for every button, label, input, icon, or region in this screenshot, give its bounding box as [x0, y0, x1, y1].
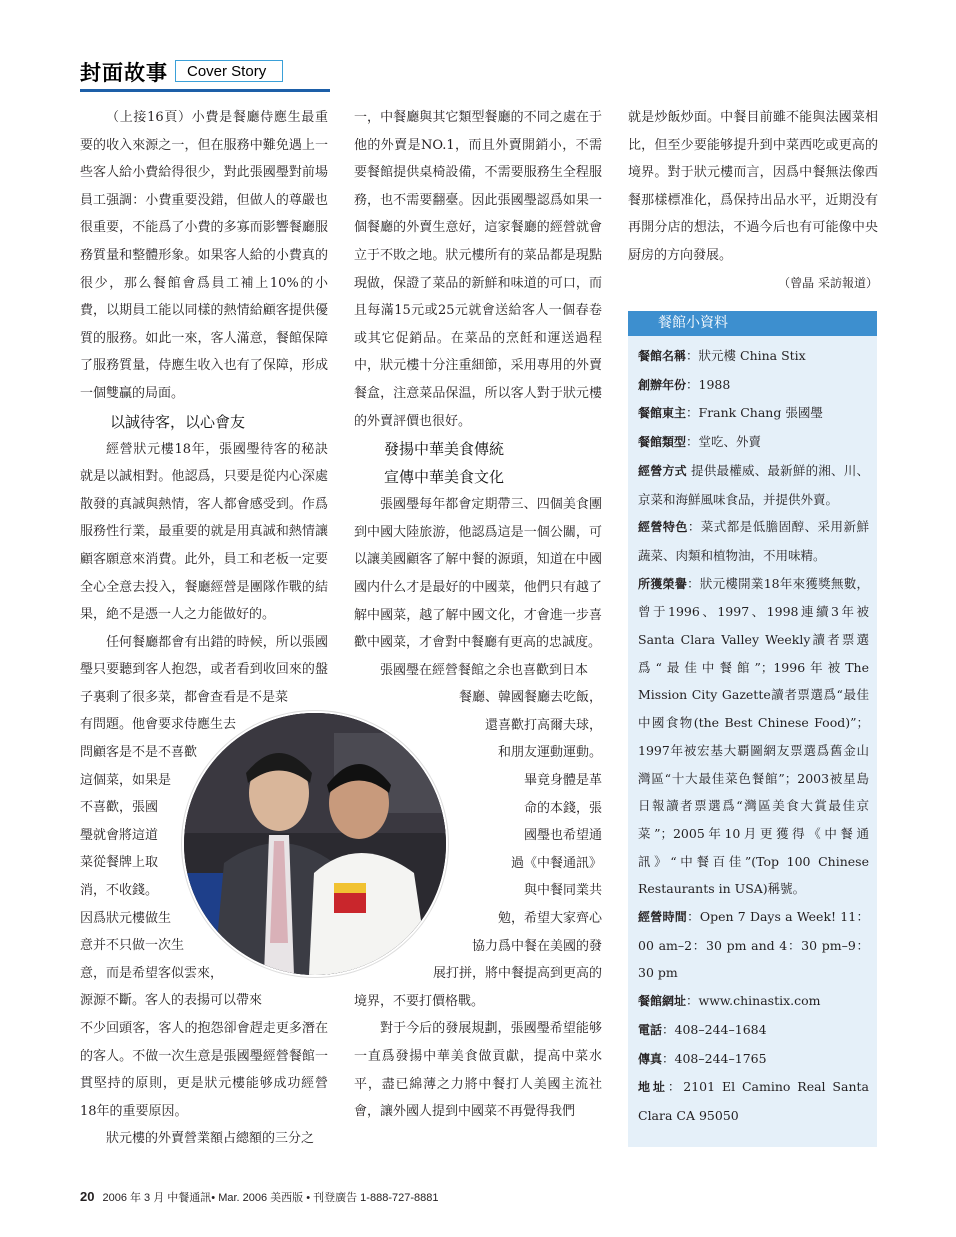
wrapped-line: 命的本錢，張: [523, 800, 602, 816]
info-item: 創辦年份：1988: [638, 376, 731, 392]
paragraph: 境界，不要打價格戰。: [354, 993, 485, 1009]
wrapped-line: 有問題。他會要求侍應生去: [80, 717, 237, 733]
info-item: 餐館名稱：狀元樓 China Stix: [638, 348, 806, 363]
footer-text: 2006 年 3 月 中餐通訊• Mar. 2006 美西版 • 刊登廣告 1-888-727-8881: [102, 1192, 439, 1204]
wrapped-line: 璺就會將這道: [80, 827, 159, 843]
info-label: 創辦年份: [638, 377, 687, 392]
info-item: 經營時間：Open 7 Days a Week! 11：00 am–2：30 pm and 4：30 pm–9：30 pm: [638, 909, 869, 981]
info-label: 經營時間: [638, 910, 688, 925]
info-item: 餐館東主：Frank Chang 張國璺: [638, 405, 823, 421]
info-label: 電話: [638, 1022, 663, 1037]
info-item: 傳真：408–244–1765: [638, 1050, 767, 1066]
wrapped-line: 勉，希望大家齊心: [497, 911, 602, 927]
info-label: 所獲榮譽: [638, 576, 688, 591]
info-label: 餐館網址: [638, 994, 687, 1009]
paragraph: 對于今后的發展規劃，張國璺希望能够一直爲發揚中華美食做貢獻，提高中菜水平，盡已綿薄之力將中餐打人美國主流社會，讓外國人提到中國菜不再覺得我們: [354, 1021, 602, 1120]
subheading: 發揚中華美食傳統: [384, 440, 505, 459]
info-label: 餐館東主: [638, 406, 687, 421]
subheading: 宣傳中華美食文化: [384, 468, 505, 487]
info-item: 地址：2101 El Camino Real Santa Clara CA 95050: [638, 1079, 869, 1123]
paragraph: 任何餐廳都會有出錯的時候，所以張國璺只要聽到客人抱怨，或者看到收回來的盤子裏剩了很多菜，都會查看是不是菜: [80, 634, 328, 705]
info-item: 餐館網址：www.chinastix.com: [638, 993, 821, 1009]
info-label: 餐館名稱: [638, 349, 687, 363]
info-value: 408–244–1684: [674, 1021, 767, 1037]
wrapped-line: 與中餐同業共: [523, 883, 602, 899]
paragraph: （上接16頁）小費是餐廳侍應生最重要的收入來源之一，但在服務中難免遇上一些客人給小費給得很少，對此張國璺對前場員工强調：小費重要没錯，但做人的尊嚴也很重要，不能爲了小費的多寡而影響餐廳服務質量和整體形象。如果客人給的小費真的很少，那么餐館會爲員工補上10%的小費，以期員工能以同樣的熱情給顧客提供優質的服務。如此一來，客人滿意，餐館保障了服務質量，侍應生收入也有了保障，形成一個雙贏的局面。: [80, 110, 328, 401]
paragraph: 張國璺在經營餐館之余也喜歡到日本: [380, 662, 589, 678]
article-column-1: [80, 104, 328, 1153]
info-box-body: [628, 336, 877, 1130]
wrapped-line: 餐廳、韓國餐廳去吃飯，: [458, 690, 602, 706]
info-value: 狀元樓開業18年來獲獎無數，曾于1996、1997、1998連續3年被Santa Clara Valley Weekly讀者票選爲“最佳中餐館”；1996年被The Mission City Gazette讀者票選爲“最佳中國食物(the Best Chinese Food)”；1997年被宏基大覇圖網友票選爲舊金山灣區“十大最佳菜色餐館”；2003被星島日報讀者票選爲“灣區美食大賞最佳京菜”；2005年10月更獲得《中餐通訊》“中餐百佳”(Top 100 Chinese Restaurants in USA)稱號。: [638, 575, 869, 897]
restaurant-info-box: [628, 311, 877, 1147]
info-item: 電話：408–244–1684: [638, 1021, 767, 1037]
wrapped-line: 問顧客是不是不喜歡: [80, 745, 198, 761]
wrapped-line: 意并不只做一次生: [80, 938, 185, 954]
info-value: 菜式都是低膽固醇、采用新鮮蔬菜、肉類和植物油，不用味精。: [638, 519, 869, 563]
wrapped-line: 意，而是希望客似雲來，: [80, 965, 224, 981]
info-label: 地址: [638, 1080, 668, 1095]
info-item: [638, 457, 869, 513]
photo-illustration: [184, 713, 446, 975]
wrapped-line: 不喜歡，張國: [80, 800, 159, 816]
info-label: 餐館類型: [638, 435, 687, 450]
info-label: 傳真: [638, 1051, 663, 1066]
owner-photo: [182, 711, 448, 977]
article-column-3: [628, 104, 878, 297]
paragraph: 一，中餐廳與其它類型餐廳的不同之處在于他的外賣是NO.1，而且外賣開銷小，不需要餐館提供桌椅設備，不需要服務生全程服務，也不需要翻臺。因此張國璺認爲如果一個餐廳的外賣生意好，這家餐廳的經營就會立于不敗之地。狀元樓所有的菜品都是現點現做，保證了菜品的新鮮和味道的可口，而且每滿15元或25元就會送給客人一個春卷或其它促銷品。在菜品的烹飪和運送過程中，狀元樓十分注重細節，采用專用的外賣餐盒，注意菜品保温，所以客人對于狀元樓的外賣評價也很好。: [354, 110, 602, 429]
section-title: 封面故事: [80, 61, 168, 85]
subheading: 以誠待客，以心會友: [110, 412, 246, 431]
wrapped-line: 還喜歡打高爾夫球，: [484, 717, 602, 733]
info-value: 狀元樓 China Stix: [698, 348, 806, 363]
wrapped-line: 因爲狀元樓做生: [80, 910, 172, 926]
wrapped-line: 消，不收錢。: [80, 883, 159, 899]
info-value: 408–244–1765: [674, 1050, 767, 1066]
info-value: Frank Chang 張國璺: [698, 405, 823, 421]
wrapped-line: 畢竟身體是革: [523, 773, 602, 789]
wrapped-line: 這個菜，如果是: [80, 772, 172, 788]
info-label: 經營特色: [638, 520, 688, 535]
info-box-title: 餐館小資料: [628, 311, 877, 336]
wrapped-line: 國璺也希望通: [523, 828, 602, 844]
info-label: 經營方式: [638, 463, 687, 478]
info-value: Open 7 Days a Week! 11：00 am–2：30 pm and 4：30 pm–9：30 pm: [638, 909, 869, 981]
paragraph: 不少回頭客，客人的抱怨卻會趕走更多潛在的客人。不做一次生意是張國璺經營餐館一貫堅持的原則，更是狀元樓能够成功經營18年的重要原因。: [80, 1021, 328, 1119]
info-item: 所獲榮譽：狀元樓開業18年來獲獎無數，曾于1996、1997、1998連續3年被Santa Clara Valley Weekly讀者票選爲“最佳中餐館”；1996年被The Mission City Gazette讀者票選爲“最佳中國食物(the Best Chinese Food)”；1997年被宏基大覇圖網友票選爲舊金山灣區“十大最佳菜色餐館”；2003被星島日報讀者票選爲“灣區美食大賞最佳京菜”；2005年10月更獲得《中餐通訊》“中餐百佳”(Top 100 Chinese Restaurants in USA)稱號。: [638, 575, 869, 897]
info-item: 經營特色：菜式都是低膽固醇、采用新鮮蔬菜、肉類和植物油，不用味精。: [638, 519, 869, 563]
wrapped-line: 協力爲中餐在美國的發: [471, 938, 602, 954]
page-number: 20: [80, 1189, 95, 1204]
article-column-2: [354, 104, 602, 1126]
info-value: 提供最權威、最新鮮的湘、川、京菜和海鮮風味食品，并提供外賣。: [638, 462, 869, 507]
paragraph: 張國璺每年都會定期帶三、四個美食團到中國大陸旅游，他認爲這是一個公關，可以讓美國顧客了解中餐的源頭，知道在中國國内什么才是最好的中國菜，他們只有越了解中國菜，越了解中國文化，才會進一步喜歡中國菜，才會對中餐廳有更高的忠誠度。: [354, 497, 602, 651]
wrapped-line: 展打拼，將中餐提高到更高的: [432, 966, 602, 982]
paragraph: 狀元樓的外賣營業額占總額的三分之: [106, 1131, 315, 1147]
info-value: 2101 El Camino Real Santa Clara CA 95050: [638, 1079, 869, 1123]
page-footer: [80, 1189, 438, 1205]
header-divider: [80, 89, 330, 92]
info-value: 1988: [698, 376, 731, 392]
info-value: 堂吃、外賣: [698, 434, 762, 450]
wrapped-line: 菜從餐牌上取: [80, 855, 159, 871]
byline: （曾晶 采訪報道）: [778, 275, 878, 290]
section-subtitle: Cover Story: [175, 60, 283, 82]
info-item: 餐館類型：堂吃、外賣: [638, 434, 762, 450]
wrapped-line: 過《中餐通訊》: [510, 855, 602, 871]
paragraph: 就是炒飯炒面。中餐目前雖不能與法國菜相比，但至少要能够提升到中菜西吃或更高的境界。對于狀元樓而言，因爲中餐無法像西餐那樣標准化，爲保持出品水平，近期没有再開分店的想法，不過今后也有可能像中央厨房的方向發展。: [628, 110, 878, 263]
website-link[interactable]: www.chinastix.com: [698, 993, 821, 1009]
wrapped-line: 和朋友運動運動。: [497, 745, 602, 761]
paragraph: 經營狀元樓18年，張國璺待客的秘訣就是以誠相對。他認爲，只要是從内心深處散發的真誠與熱情，客人都會感受到。作爲服務性行業，最重要的就是用真誠和熱情讓顧客願意來消費。此外，員工和老板一定要全心全意去投入，餐廳經營是團隊作戰的結果，絶不是憑一人之力能做好的。: [80, 441, 328, 623]
wrapped-line: 源源不斷。客人的表揚可以帶來: [80, 993, 263, 1009]
